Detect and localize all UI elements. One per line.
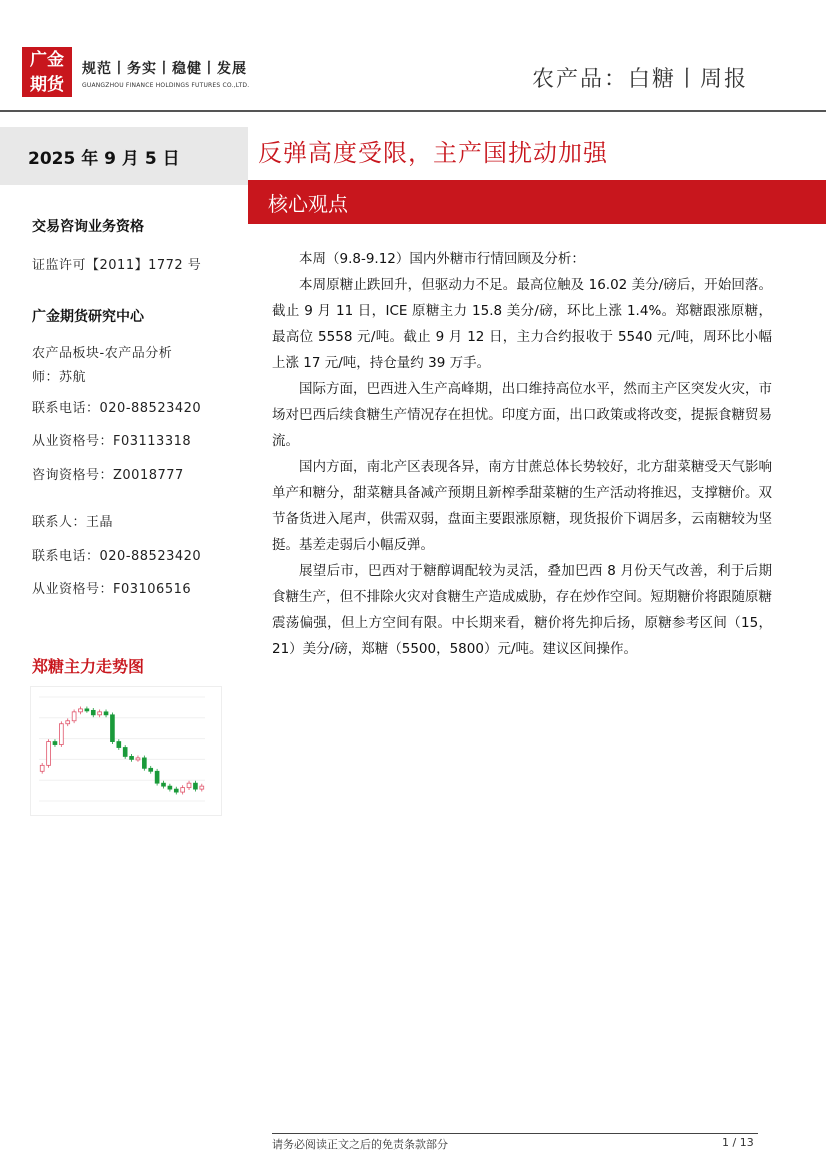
candle-body (98, 712, 102, 715)
report-date: 2025 年 9 月 5 日 (0, 127, 248, 185)
paragraph-domestic: 国内方面，南北产区表现各异，南方甘蔗总体长势较好，北方甜菜糖受天气影响单产和糖分，甜菜糖具备减产预期且新榨季甜菜糖的生产活动将推迟，支撑糖价。双节备货进入尾声，供需双弱，盘面主要跟涨原糖，现货报价下调居多，云南糖较为坚挺。基差走弱后小幅反弹。 (272, 459, 772, 553)
analyst-phone: 联系电话：020-88523420 (32, 401, 202, 416)
candle-body (149, 768, 153, 771)
disclaimer-note: 请务必阅读正文之后的免责条款部分 (272, 1138, 448, 1151)
candle-body (40, 765, 44, 771)
core-view-text (272, 246, 772, 662)
candle-body (181, 788, 185, 792)
analyst-role: 农产品板块-农产品分析 (32, 346, 173, 361)
candle-body (59, 724, 63, 745)
paragraph-outlook: 展望后市，巴西对于糖醇调配较为灵活，叠加巴西 8 月份天气改善，利于后期食糖生产，但不排除火灾对食糖生产造成威胁，存在炒作空间。短期糖价将跟随原糖震荡偏强，但上方空间有限。中长期来看，糖价将先抑后扬，原糖参考区间（15，21）美分/磅，郑糖（5500，5800）元/吨。建议区间操作。 (272, 563, 772, 657)
candle-body (155, 771, 159, 783)
company-slogan: 规范丨务实丨稳健丨发展 (82, 61, 247, 77)
company-logo (22, 47, 72, 97)
contact-phone: 联系电话：020-88523420 (32, 549, 202, 564)
candle-body (111, 715, 115, 742)
paragraph-weekly-review: 本周原糖止跌回升，但驱动力不足。最高位触及 16.02 美分/磅后，开始回落。截止 9 月 11 日，ICE 原糖主力 15.8 美分/磅，环比上涨 1.4%。郑糖跟涨原糖，最高位 5558 元/吨。截止 9 月 12 日，主力合约报收于 5540 元/吨，周环比小幅上涨 17 元/吨，持仓量约 39 万手。 (272, 277, 772, 371)
paragraph-intro: 本周（9.8-9.12）国内外糖市行情回顾及分析： (299, 251, 585, 267)
logo-text-line2: 期货 (30, 74, 64, 95)
candle-body (53, 742, 57, 745)
report-type: 农产品：白糖丨周报 (531, 67, 748, 92)
zhengzhou-sugar-chart (30, 686, 222, 816)
candle-body (174, 789, 178, 792)
candle-body (91, 710, 95, 714)
contact-cert: 从业资格号：F03106516 (32, 582, 192, 597)
paragraph-international: 国际方面，巴西进入生产高峰期，出口维持高位水平，然而主产区突发火灾，市场对巴西后续食糖生产情况存在担忧。印度方面，出口政策或将改变，提振食糖贸易流。 (272, 381, 772, 449)
candle-body (187, 783, 191, 787)
candle-body (142, 758, 146, 768)
candle-body (130, 756, 134, 759)
candle-body (136, 758, 140, 760)
analyst-consult-cert: 咨询资格号：Z0018777 (32, 468, 184, 483)
candle-body (168, 786, 172, 789)
report-title: 反弹高度受限，主产国扰动加强 (258, 139, 608, 167)
candle-body (117, 742, 121, 748)
logo-text-line1: 广金 (30, 49, 64, 70)
candle-body (123, 748, 127, 757)
section-title: 核心观点 (268, 191, 348, 216)
candle-body (85, 709, 89, 711)
candle-body (162, 783, 166, 786)
candle-body (194, 783, 198, 789)
analyst-cert: 从业资格号：F03113318 (32, 434, 192, 449)
candle-body (72, 712, 76, 721)
chart-title: 郑糖主力走势图 (32, 657, 145, 676)
contact-name: 联系人：王晶 (32, 515, 114, 530)
candle-body (79, 709, 83, 712)
section-header (248, 180, 826, 224)
candle-body (47, 742, 51, 766)
candle-body (66, 721, 70, 724)
research-center: 广金期货研究中心 (32, 309, 144, 325)
qualification-heading: 交易咨询业务资格 (32, 219, 144, 235)
header-divider (0, 110, 826, 112)
candle-body (200, 786, 204, 789)
license-number: 证监许可【2011】1772 号 (32, 258, 202, 273)
candle-body (104, 712, 108, 715)
page-number: 1 / 13 (722, 1136, 754, 1149)
company-english-name: GUANGZHOU FINANCE HOLDINGS FUTURES CO.,LTD. (82, 82, 250, 89)
analyst-name: 师：苏航 (32, 370, 87, 385)
footer-divider (272, 1133, 758, 1134)
candlestick-chart (31, 687, 221, 815)
